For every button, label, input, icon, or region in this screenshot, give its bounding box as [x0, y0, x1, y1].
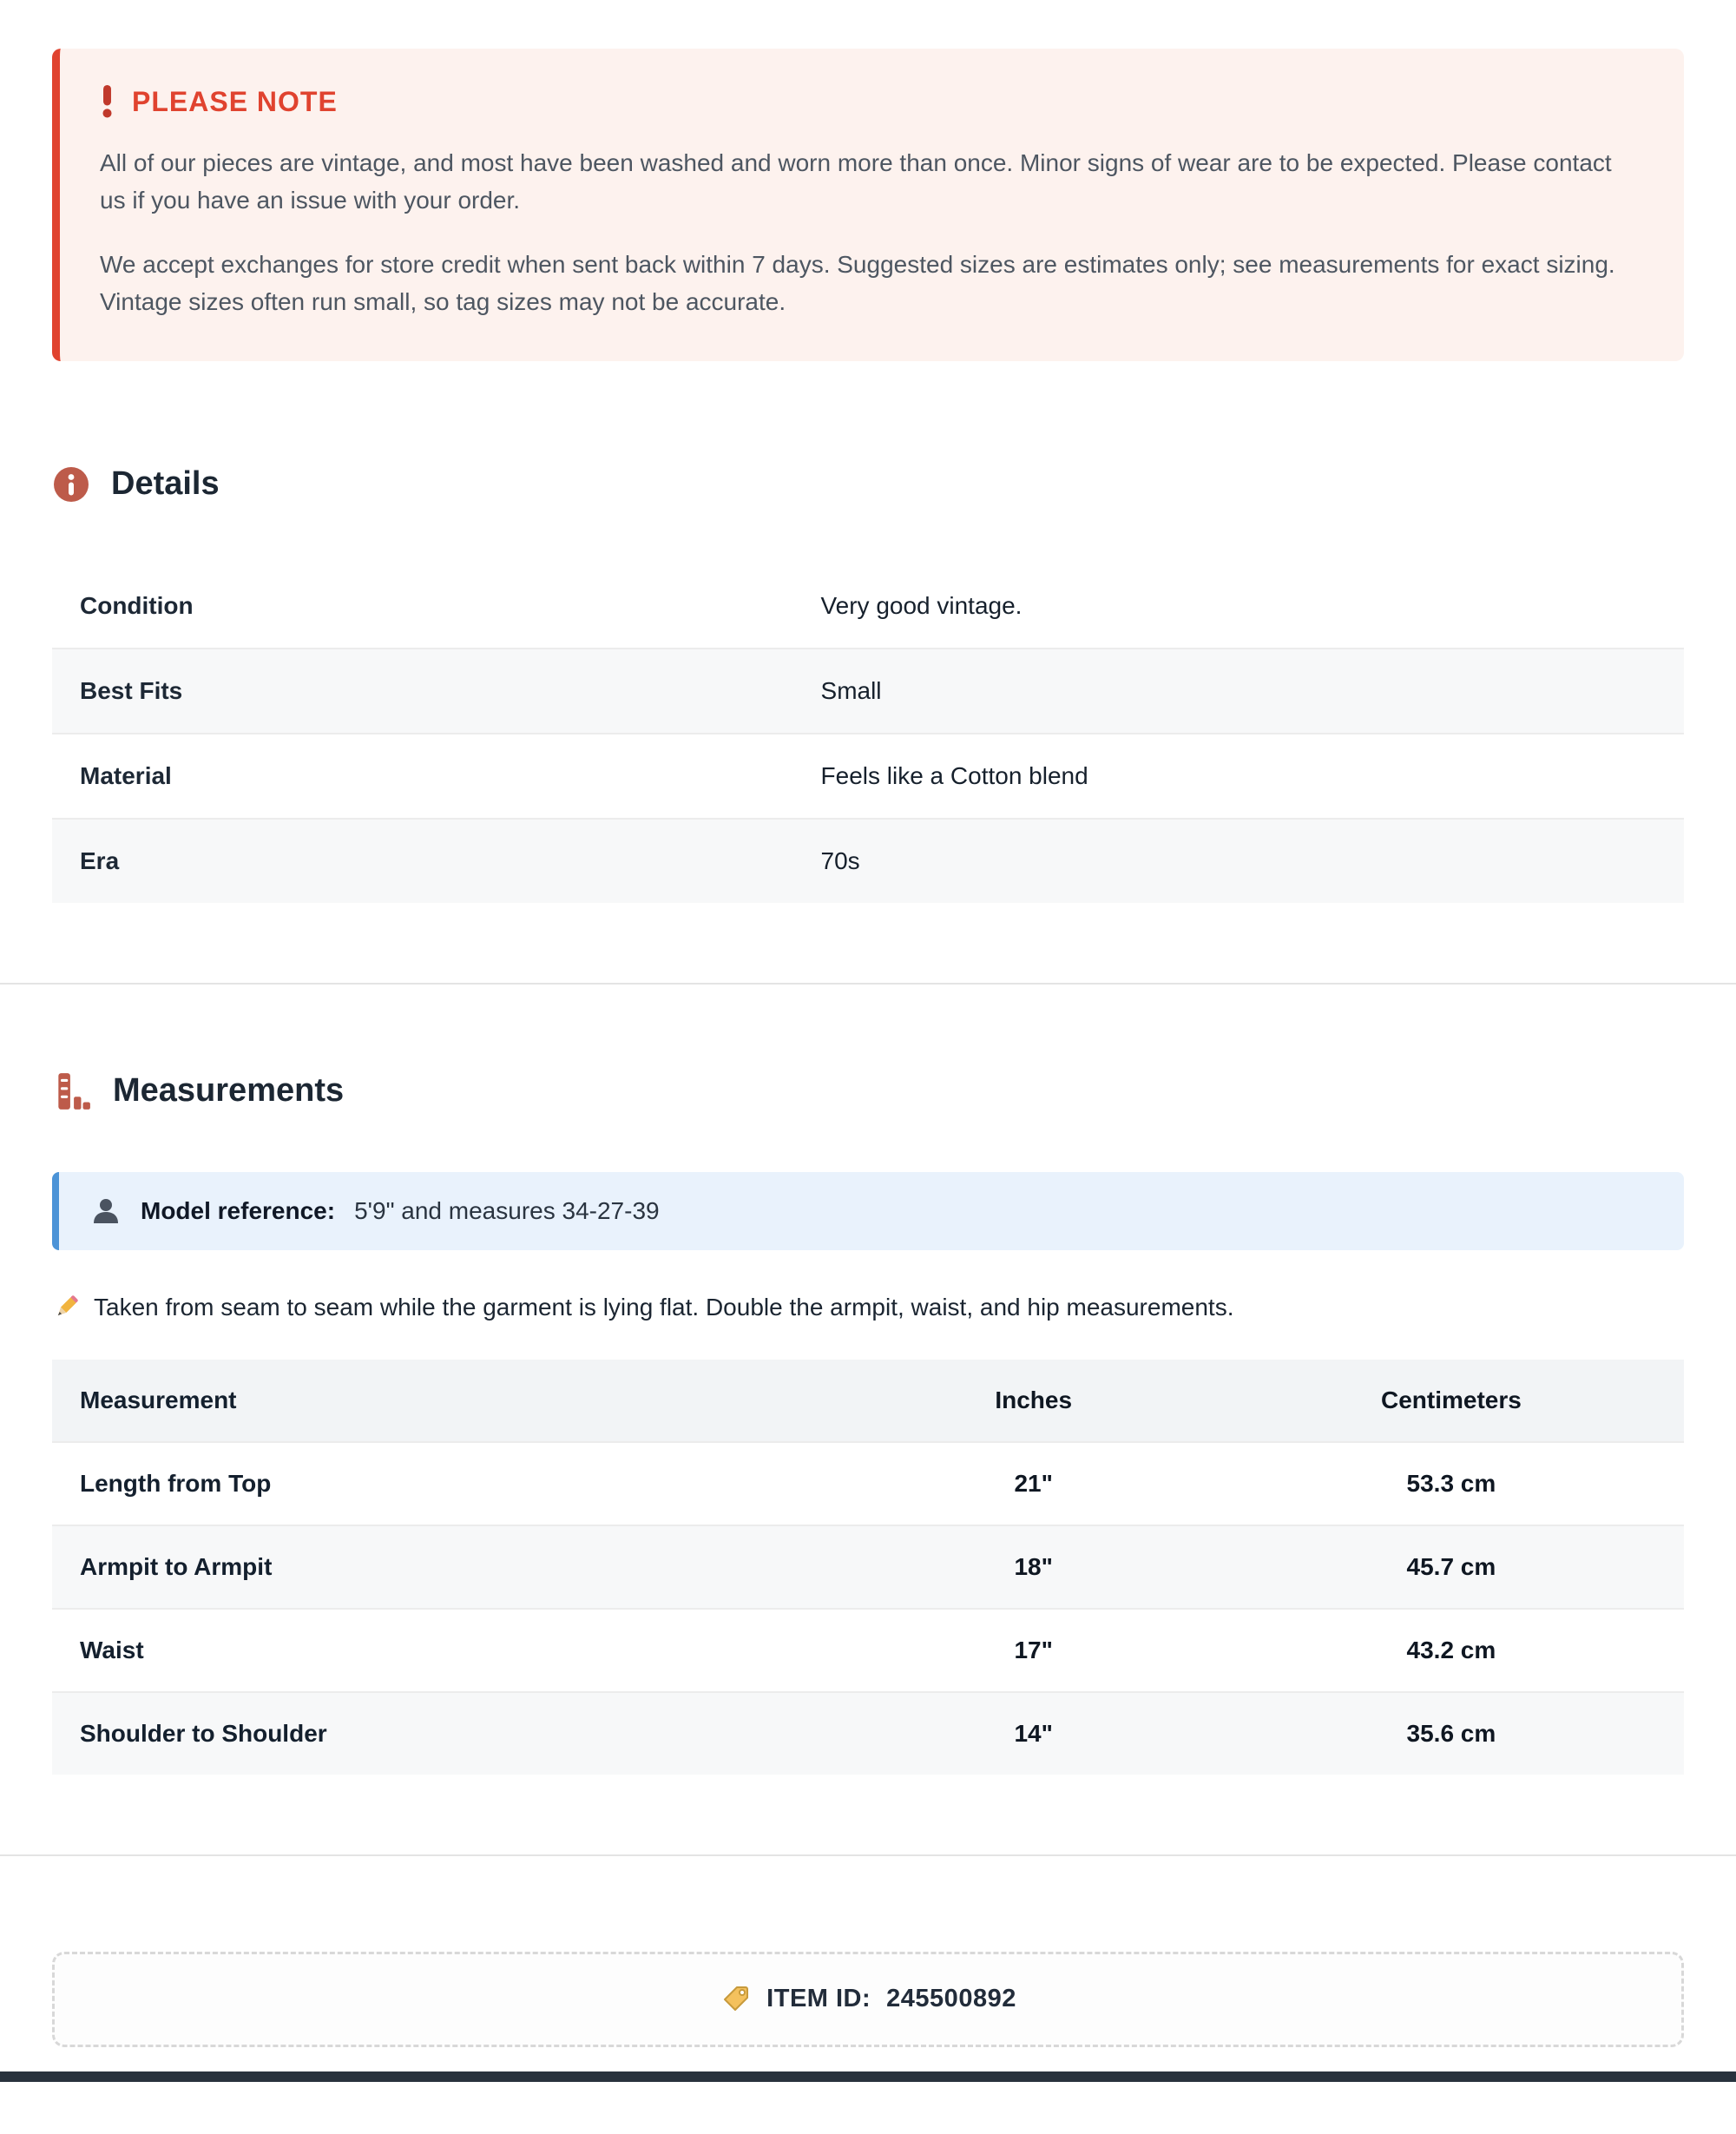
note-paragraph-2: We accept exchanges for store credit when sent back within 7 days. Suggested sizes are estimates only; see measurements for exact sizing. Vintage sizes often run small, so tag sizes may not be accurate. — [100, 250, 1615, 316]
header-measurement: Measurement — [80, 1386, 237, 1413]
item-id-box — [52, 1952, 1684, 2047]
details-row-label: Era — [80, 846, 120, 874]
measurements-table-header — [52, 1360, 1684, 1441]
measurements-heading — [52, 1071, 1684, 1111]
measurement-name: Armpit to Armpit — [80, 1552, 273, 1580]
measurement-row — [52, 1441, 1684, 1525]
note-title-row — [100, 85, 1644, 118]
details-row-value: 70s — [820, 846, 860, 874]
item-id-value: 245500892 — [886, 1985, 1016, 2013]
details-row — [52, 564, 1684, 648]
measurement-inches: 21" — [1014, 1469, 1053, 1497]
details-row-value: Feels like a Cotton blend — [820, 761, 1088, 789]
person-icon — [90, 1195, 122, 1227]
header-inches: Inches — [995, 1386, 1073, 1413]
item-id-label: ITEM ID: — [766, 1985, 871, 2013]
section-divider — [0, 983, 1736, 985]
measurements-section — [52, 1071, 1684, 1775]
measurement-row — [52, 1691, 1684, 1775]
details-title: Details — [111, 465, 220, 503]
details-row-label: Material — [80, 761, 172, 789]
measurement-cm: 53.3 cm — [1406, 1469, 1496, 1497]
note-paragraph-1: All of our pieces are vintage, and most have been washed and worn more than once. Minor signs of wear are to be expected. Please contact us if you have an issue with your order. — [100, 149, 1612, 214]
measurement-cm: 35.6 cm — [1406, 1719, 1496, 1747]
measurements-title: Measurements — [113, 1072, 345, 1110]
please-note-alert — [52, 49, 1684, 361]
pencil-icon — [52, 1294, 80, 1321]
details-row — [52, 648, 1684, 733]
section-divider — [0, 1854, 1736, 1856]
details-row-value: Very good vintage. — [820, 591, 1023, 619]
measurement-cm: 45.7 cm — [1406, 1552, 1496, 1580]
measurement-row — [52, 1525, 1684, 1608]
details-section — [52, 465, 1684, 903]
details-row-value: Small — [820, 676, 882, 704]
info-icon — [52, 465, 90, 504]
header-centimeters: Centimeters — [1380, 1386, 1522, 1413]
measurement-name: Shoulder to Shoulder — [80, 1719, 327, 1747]
ruler-icon — [52, 1071, 92, 1111]
measurement-instructions — [52, 1294, 1684, 1321]
model-reference-label: Model reference: — [141, 1196, 336, 1224]
note-title: PLEASE NOTE — [132, 85, 338, 117]
measurement-name: Waist — [80, 1636, 144, 1663]
measurement-inches: 18" — [1014, 1552, 1053, 1580]
details-row-label: Best Fits — [80, 676, 183, 704]
details-row — [52, 818, 1684, 903]
measurement-name: Length from Top — [80, 1469, 272, 1497]
details-table — [52, 564, 1684, 903]
exclamation-icon — [100, 85, 115, 118]
measurements-table — [52, 1360, 1684, 1775]
measurement-cm: 43.2 cm — [1406, 1636, 1496, 1663]
measurement-instructions-text: Taken from seam to seam while the garment is lying flat. Double the armpit, waist, and hip measurements. — [94, 1293, 1234, 1321]
details-heading — [52, 465, 1684, 504]
details-row — [52, 733, 1684, 818]
next-section-edge — [0, 2071, 1736, 2082]
measurement-inches: 14" — [1014, 1719, 1053, 1747]
model-reference-value: 5'9" and measures 34-27-39 — [354, 1196, 660, 1224]
tag-icon — [720, 1984, 751, 2015]
measurement-row — [52, 1608, 1684, 1691]
model-reference-callout — [52, 1172, 1684, 1250]
details-row-label: Condition — [80, 591, 194, 619]
measurement-inches: 17" — [1014, 1636, 1053, 1663]
